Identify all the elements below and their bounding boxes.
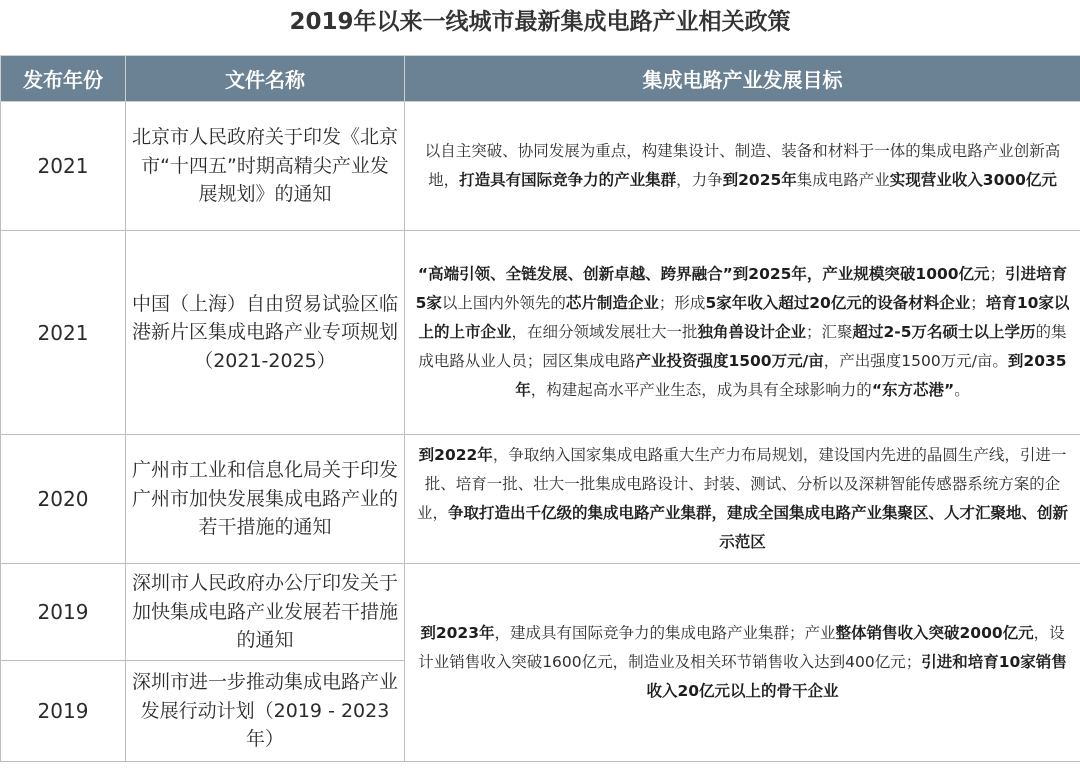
- document-cell: 广州市工业和信息化局关于印发广州市加快发展集成电路产业的若干措施的通知: [126, 435, 405, 564]
- goal-text: ，产出强度1500万元/亩。: [823, 352, 1008, 370]
- goal-text: 以上国内外领先的: [441, 294, 566, 312]
- goal-highlight: 实现营业收入3000亿元: [889, 171, 1057, 189]
- goal-highlight: 独角兽设计企业: [697, 323, 806, 341]
- goal-text: 以自主突破、协同发展为重点，构建集设计、制造、装备和材料于一体的集成电路产业创新高地，: [424, 142, 1061, 189]
- goal-highlight: 引进和培育10家销售收入20亿元以上的骨干企业: [646, 653, 1067, 700]
- year-cell: 2021: [1, 231, 126, 435]
- goal-text: 的集成电路从业人员；园区集成电路: [418, 323, 1067, 370]
- goal-cell: [405, 435, 1080, 564]
- table-row: [1, 231, 1080, 435]
- goal-highlight: 到2025年: [722, 171, 797, 189]
- goal-highlight: 芯片制造企业: [565, 294, 659, 312]
- goal-cell: [405, 231, 1080, 435]
- header-row: [1, 56, 1080, 102]
- year-cell: 2021: [1, 102, 126, 231]
- goal-text: ；: [970, 294, 986, 312]
- goal-text: ，力争: [676, 171, 723, 189]
- document-cell: 深圳市进一步推动集成电路产业发展行动计划（2019 - 2023年）: [126, 661, 405, 762]
- header-year: 发布年份: [1, 56, 126, 102]
- goal-text: ，在细分领域发展壮大一批: [511, 323, 698, 341]
- goal-text: ，设计业销售收入突破1600亿元，制造业及相关环节销售收入达到400亿元；: [418, 624, 1065, 671]
- goal-text: ；汇聚: [806, 323, 853, 341]
- goal-highlight: 到2035年: [515, 352, 1067, 399]
- table-row: [1, 435, 1080, 564]
- goal-highlight: 到2022年: [418, 446, 493, 464]
- goal-highlight: 到2023年: [420, 624, 495, 642]
- goal-highlight: 整体销售收入突破2000亿元: [835, 624, 1034, 642]
- goal-cell: [405, 564, 1080, 762]
- goal-cell: [405, 102, 1080, 231]
- goal-highlight: “高端引领、全链发展、创新卓越、跨界融合”到2025年，产业规模突破1000亿元: [417, 265, 990, 283]
- header-goal: 集成电路产业发展目标: [405, 56, 1080, 102]
- goal-highlight: 产业投资强度1500万元/亩: [635, 352, 824, 370]
- goal-text: ，争取纳入国家集成电路重大生产力布局规划，建设国内先进的晶圆生产线，引进一批、培育一批、壮大一批集成电路设计、封装、测试、分析以及深耕智能传感器系统方案的企业，: [416, 446, 1067, 522]
- goal-highlight: 打造具有国际竞争力的产业集群: [459, 171, 677, 189]
- goal-text: ；形成: [658, 294, 706, 312]
- table-row: [1, 102, 1080, 231]
- goal-highlight: “东方芯港”: [871, 381, 955, 399]
- goal-text: 集成电路产业: [796, 171, 890, 189]
- goal-highlight: 争取打造出千亿级的集成电路产业集群，建成全国集成电路产业集聚区、人才汇聚地、创新示范区: [448, 504, 1069, 551]
- goal-highlight: 超过2-5万名硕士以上学历: [852, 323, 1036, 341]
- goal-highlight: 培育10家以上的上市企业: [418, 294, 1070, 341]
- goal-text: ，建成具有国际竞争力的集成电路产业集群；产业: [494, 624, 836, 642]
- goal-text: 。: [954, 381, 970, 399]
- year-cell: 2020: [1, 435, 126, 564]
- goal-text: ，构建起高水平产业生态，成为具有全球影响力的: [530, 381, 872, 399]
- document-cell: 中国（上海）自由贸易试验区临港新片区集成电路产业专项规划（2021-2025）: [126, 231, 405, 435]
- goal-highlight: 5家年收入超过20亿元的设备材料企业: [705, 294, 971, 312]
- year-cell: 2019: [1, 661, 126, 762]
- document-cell: 深圳市人民政府办公厅印发关于加快集成电路产业发展若干措施的通知: [126, 564, 405, 661]
- document-cell: 北京市人民政府关于印发《北京市“十四五”时期高精尖产业发展规划》的通知: [126, 102, 405, 231]
- year-cell: 2019: [1, 564, 126, 661]
- table-title: 2019年以来一线城市最新集成电路产业相关政策: [289, 9, 791, 35]
- goal-highlight: 引进培育5家: [415, 265, 1068, 312]
- goal-text: ；: [989, 265, 1006, 283]
- policy-table: [0, 55, 1080, 762]
- header-document: 文件名称: [126, 56, 405, 102]
- table-row: [1, 564, 1080, 661]
